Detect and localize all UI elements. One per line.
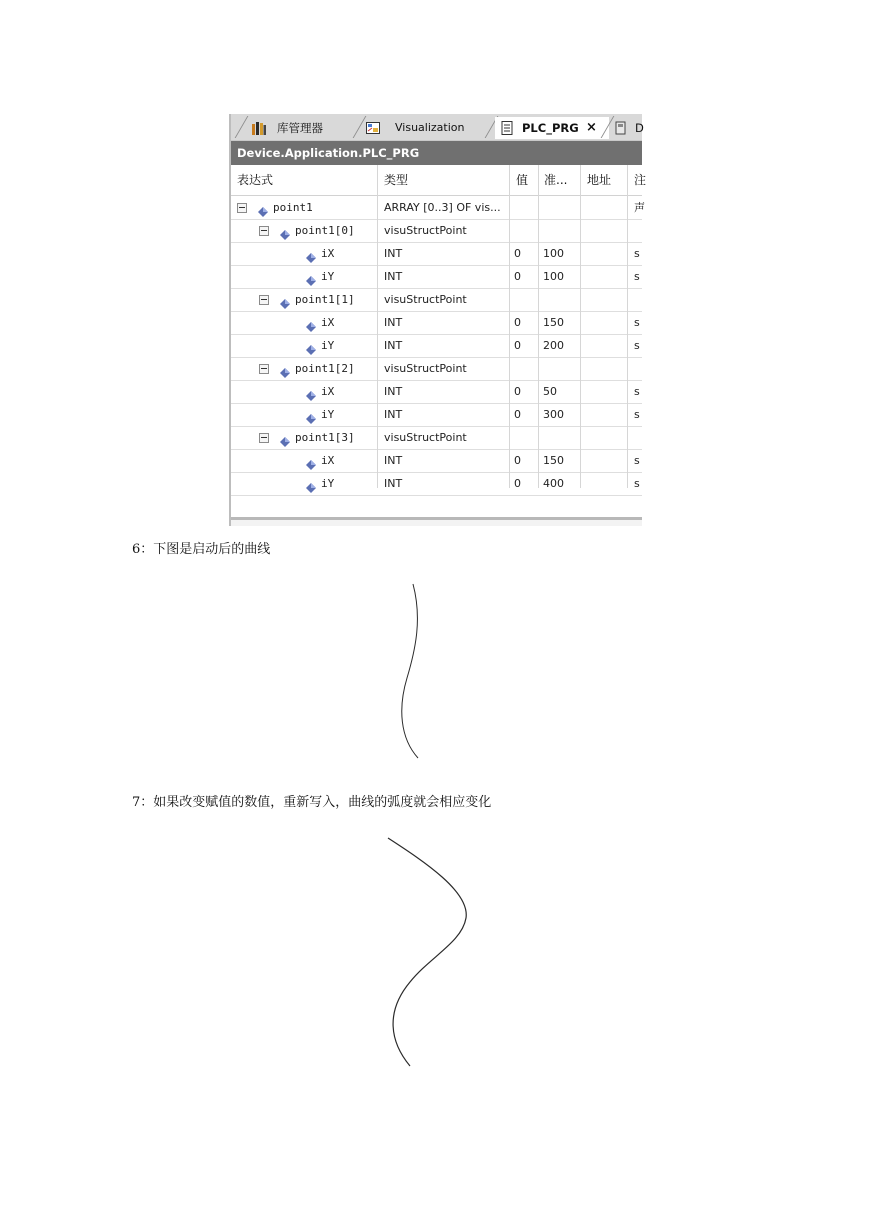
cell-address <box>585 288 625 311</box>
cell-type: INT <box>384 270 403 283</box>
cell-expression: point1[3] <box>295 431 355 444</box>
cell-comment <box>634 288 642 311</box>
cell-type: INT <box>384 339 403 352</box>
cell-value: 0 <box>514 385 521 398</box>
variable-diamond-icon <box>306 340 316 350</box>
cell-comment: s <box>634 270 640 283</box>
variable-diamond-icon <box>258 202 268 212</box>
cell-comment: s <box>634 408 640 421</box>
cell-value <box>514 196 534 219</box>
visualization-icon <box>365 120 381 136</box>
cell-comment: s <box>634 385 640 398</box>
cell-prepared-value[interactable] <box>543 426 578 449</box>
variable-diamond-icon <box>306 248 316 258</box>
cell-expression: iY <box>321 339 335 352</box>
cell-type: visuStructPoint <box>384 362 467 375</box>
cell-value <box>514 357 534 380</box>
cell-expression: iX <box>321 454 335 467</box>
cell-comment <box>634 357 642 380</box>
cell-prepared-value[interactable] <box>543 219 578 242</box>
collapse-toggle-icon[interactable] <box>237 203 247 213</box>
watch-window-screenshot <box>229 114 647 526</box>
cell-address <box>585 196 625 219</box>
cell-comment <box>634 426 642 449</box>
cell-type: visuStructPoint <box>384 224 467 237</box>
cell-expression: iX <box>321 316 335 329</box>
collapse-toggle-icon[interactable] <box>259 364 269 374</box>
device-icon <box>613 120 629 136</box>
cell-type: ARRAY [0..3] OF vis... <box>384 201 501 214</box>
cell-comment: s <box>634 477 640 490</box>
variable-diamond-icon <box>306 478 316 488</box>
cell-prepared-value[interactable] <box>543 196 578 219</box>
cell-address <box>585 357 625 380</box>
cell-value <box>514 219 534 242</box>
cell-address <box>585 449 625 472</box>
tab-plc-prg[interactable] <box>495 117 609 139</box>
step-6-caption: 6：下图是启动后的曲线 <box>132 542 271 557</box>
cell-prepared-value[interactable]: 50 <box>543 385 557 398</box>
variable-diamond-icon <box>280 432 290 442</box>
cell-prepared-value[interactable]: 200 <box>543 339 564 352</box>
curve-before-change <box>380 578 440 764</box>
cell-prepared-value[interactable]: 100 <box>543 270 564 283</box>
collapse-toggle-icon[interactable] <box>259 226 269 236</box>
tab-visualization[interactable] <box>363 117 483 139</box>
cell-type: INT <box>384 247 403 260</box>
cell-value: 0 <box>514 316 521 329</box>
collapse-toggle-icon[interactable] <box>259 295 269 305</box>
cell-prepared-value[interactable]: 300 <box>543 408 564 421</box>
variable-diamond-icon <box>306 409 316 419</box>
variable-diamond-icon <box>306 455 316 465</box>
column-header-comment[interactable]: 注 <box>634 173 647 187</box>
cell-address <box>585 242 625 265</box>
cell-expression: point1[2] <box>295 362 355 375</box>
cell-address <box>585 311 625 334</box>
cell-type: INT <box>384 477 403 490</box>
tab-label: 库管理器 <box>277 121 323 135</box>
cell-value: 0 <box>514 247 521 260</box>
cell-address <box>585 426 625 449</box>
cell-type: INT <box>384 316 403 329</box>
cell-prepared-value[interactable]: 100 <box>543 247 564 260</box>
cell-type: INT <box>384 408 403 421</box>
cell-value: 0 <box>514 339 521 352</box>
step-7-caption: 7：如果改变赋值的数值，重新写入，曲线的弧度就会相应变化 <box>132 795 492 810</box>
library-manager-icon <box>251 120 267 136</box>
variable-diamond-icon <box>280 294 290 304</box>
cell-type: visuStructPoint <box>384 293 467 306</box>
variable-diamond-icon <box>306 317 316 327</box>
column-header-value[interactable]: 值 <box>516 173 529 187</box>
tab-label: PLC_PRG <box>522 121 579 135</box>
cell-comment: s <box>634 247 640 260</box>
column-header-expression[interactable]: 表达式 <box>237 173 274 187</box>
cell-expression: iX <box>321 247 335 260</box>
object-path: Device.Application.PLC_PRG <box>237 146 420 160</box>
cell-prepared-value[interactable] <box>543 288 578 311</box>
pou-document-icon <box>499 120 515 136</box>
object-path-bar <box>229 141 642 165</box>
cell-comment: s <box>634 339 640 352</box>
tab-device[interactable] <box>611 117 651 139</box>
cell-comment: s <box>634 454 640 467</box>
cell-value: 0 <box>514 454 521 467</box>
curve-after-change <box>380 832 480 1072</box>
cell-prepared-value[interactable]: 400 <box>543 477 564 490</box>
tab-library-manager[interactable] <box>247 117 359 139</box>
cell-value <box>514 426 534 449</box>
cell-value <box>514 288 534 311</box>
editor-tab-bar <box>229 114 642 141</box>
cell-value: 0 <box>514 270 521 283</box>
cell-expression: iX <box>321 385 335 398</box>
cell-comment: 声 <box>634 201 645 214</box>
variable-diamond-icon <box>306 271 316 281</box>
cell-address <box>585 380 625 403</box>
cell-type: INT <box>384 385 403 398</box>
collapse-toggle-icon[interactable] <box>259 433 269 443</box>
cell-address <box>585 403 625 426</box>
cell-address <box>585 265 625 288</box>
variable-diamond-icon <box>280 225 290 235</box>
cell-comment <box>634 219 642 242</box>
column-header-prepared-value[interactable]: 准... <box>544 173 568 187</box>
cell-address <box>585 219 625 242</box>
cell-prepared-value[interactable] <box>543 357 578 380</box>
cell-address <box>585 334 625 357</box>
cell-expression: iY <box>321 270 335 283</box>
cell-comment: s <box>634 316 640 329</box>
cell-prepared-value[interactable]: 150 <box>543 316 564 329</box>
column-header-address[interactable]: 地址 <box>587 173 612 187</box>
cell-value: 0 <box>514 408 521 421</box>
cell-address <box>585 472 625 495</box>
cell-expression: iY <box>321 408 335 421</box>
tab-label: D <box>635 121 644 135</box>
cell-value: 0 <box>514 477 521 490</box>
cell-expression: point1[0] <box>295 224 355 237</box>
cell-type: visuStructPoint <box>384 431 467 444</box>
cell-expression: iY <box>321 477 335 490</box>
tab-label: Visualization <box>395 121 465 134</box>
close-icon[interactable]: × <box>586 120 597 135</box>
cell-prepared-value[interactable]: 150 <box>543 454 564 467</box>
watch-table <box>229 165 647 517</box>
column-header-type[interactable]: 类型 <box>384 173 409 187</box>
variable-diamond-icon <box>306 386 316 396</box>
variable-diamond-icon <box>280 363 290 373</box>
cell-expression: point1 <box>273 201 313 214</box>
cell-type: INT <box>384 454 403 467</box>
horizontal-scrollbar[interactable] <box>229 517 642 520</box>
cell-expression: point1[1] <box>295 293 355 306</box>
